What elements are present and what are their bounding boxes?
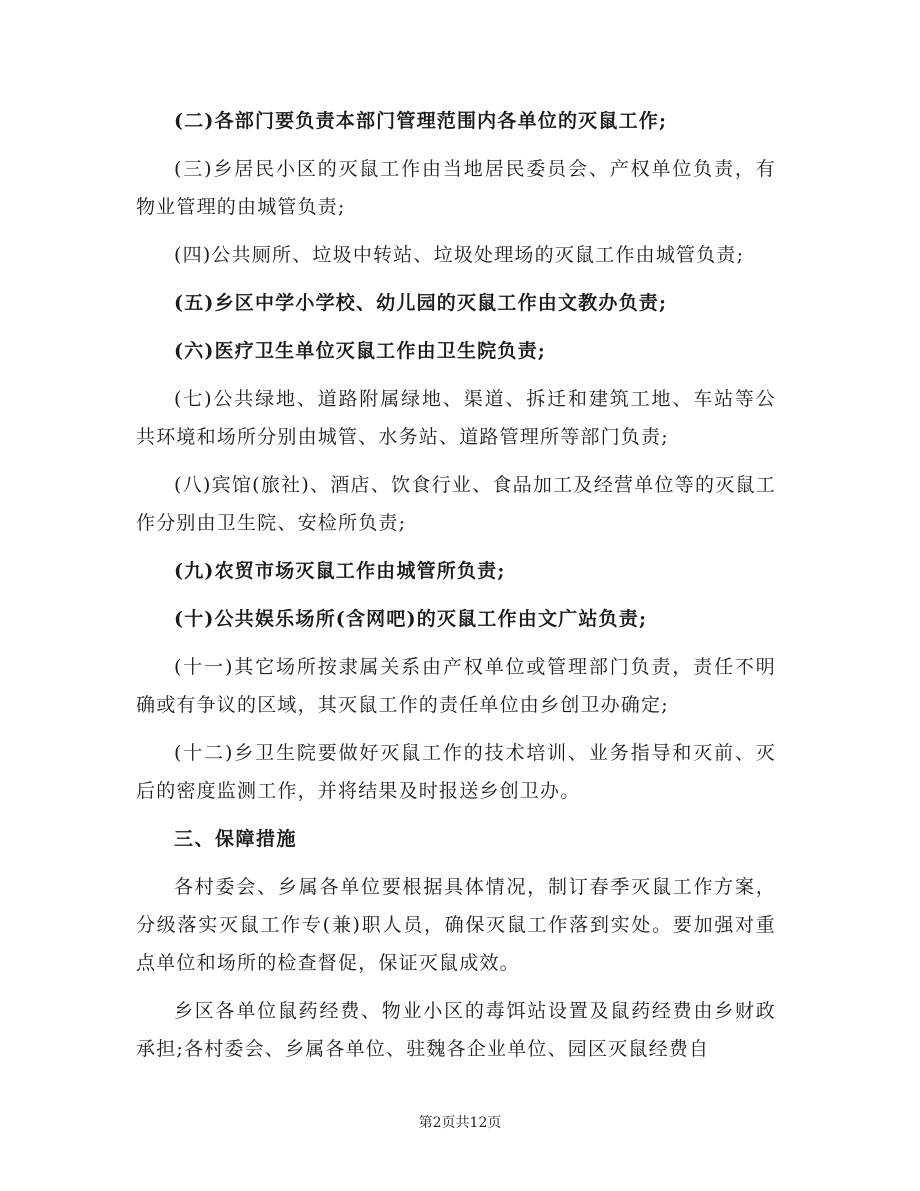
paragraph-item-3: (三)乡居民小区的灭鼠工作由当地居民委员会、产权单位负责，有物业管理的由城管负责; xyxy=(136,158,776,218)
paragraph-item-12: (十二)乡卫生院要做好灭鼠工作的技术培训、业务指导和灭前、灭后的密度监测工作，并将结果及时报送乡创卫办。 xyxy=(136,742,776,802)
paragraph-item-4: (四)公共厕所、垃圾中转站、垃圾处理场的灭鼠工作由城管负责; xyxy=(174,244,745,266)
paragraph-item-5: (五)乡区中学小学校、幼儿园的灭鼠工作由文教办负责; xyxy=(174,292,668,314)
paragraph-item-6: (六)医疗卫生单位灭鼠工作由卫生院负责; xyxy=(174,340,546,362)
paragraph-safeguard-2: 乡区各单位鼠药经费、物业小区的毒饵站设置及鼠药经费由乡财政承担;各村委会、乡属各单位、驻魏各企业单位、园区灭鼠经费自 xyxy=(136,1000,776,1060)
paragraph-item-9: (九)农贸市场灭鼠工作由城管所负责; xyxy=(174,560,506,582)
paragraph-item-11: (十一)其它场所按隶属关系由产权单位或管理部门负责，责任不明确或有争议的区域，其灭鼠工作的责任单位由乡创卫办确定; xyxy=(136,656,776,716)
document-body xyxy=(136,102,776,1078)
paragraph-item-7: (七)公共绿地、道路附属绿地、渠道、拆迁和建筑工地、车站等公共环境和场所分别由城管、水务站、道路管理所等部门负责; xyxy=(136,388,776,448)
paragraph-item-10: (十)公共娱乐场所(含网吧)的灭鼠工作由文广站负责; xyxy=(174,608,648,630)
paragraph-item-2: (二)各部门要负责本部门管理范围内各单位的灭鼠工作; xyxy=(174,110,668,132)
paragraph-item-8: (八)宾馆(旅社)、酒店、饮食行业、食品加工及经营单位等的灭鼠工作分别由卫生院、安检所负责; xyxy=(136,474,776,534)
paragraph-safeguard-1: 各村委会、乡属各单位要根据具体情况，制订春季灭鼠工作方案，分级落实灭鼠工作专(兼)职人员，确保灭鼠工作落到实处。要加强对重点单位和场所的检查督促，保证灭鼠成效。 xyxy=(136,876,776,974)
section-heading: 三、保障措施 xyxy=(174,828,298,850)
page-number-footer: 第2页共12页 xyxy=(418,1115,502,1131)
